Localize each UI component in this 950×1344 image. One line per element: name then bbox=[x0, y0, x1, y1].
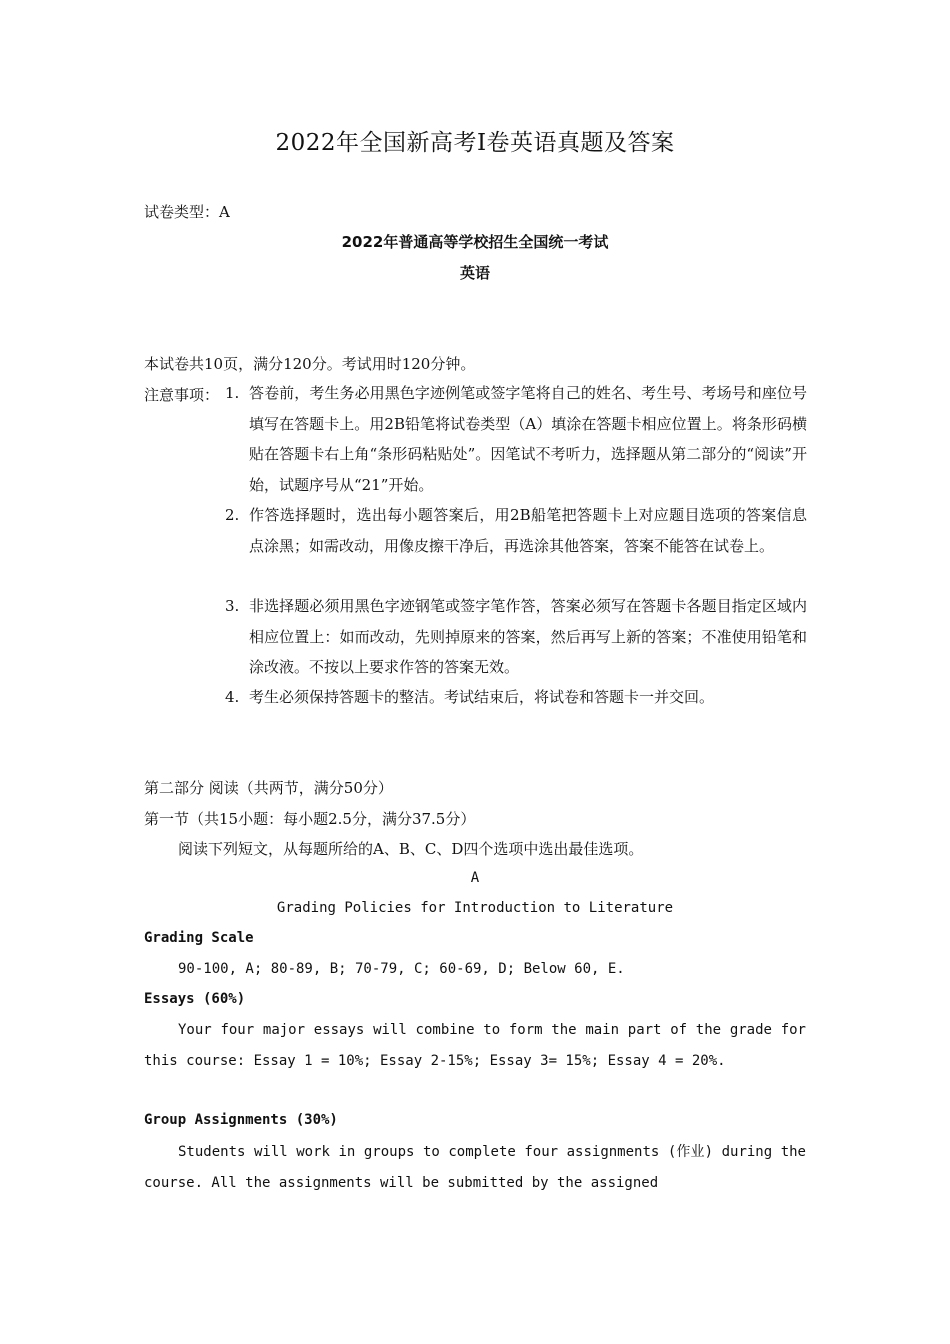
note-number: 3. bbox=[225, 597, 240, 615]
note-text: 答卷前，考生务必用黑色字迹例笔或签字笔将自己的姓名、考生号、考场号和座位号填写在答题卡上。用2B铅笔将试卷类型（A）填涂在答题卡相应位置上。将条形码横贴在答题卡右上角“条形码粘贴处”。因笔试不考听力，选择题从第二部分的“阅读”开始，试题序号从“21”开始。 bbox=[249, 384, 807, 494]
note-number: 2. bbox=[225, 506, 240, 524]
note-item bbox=[225, 500, 807, 592]
passage-label: A bbox=[470, 870, 480, 886]
essays-paragraph: Your four major essays will combine to form the main part of the grade for this course: Essay 1 = 10%; Essay 2-15%; Essay 3= 15%; Essay 4 = 20%. bbox=[144, 1022, 806, 1069]
grading-scale-heading: Grading Scale bbox=[144, 930, 254, 946]
exam-name: 2022年普通高等学校招生全国统一考试 bbox=[341, 233, 609, 251]
paper-type: 试卷类型：A bbox=[144, 203, 230, 221]
note-number: 4. bbox=[225, 688, 240, 706]
note-text: 非选择题必须用黑色字迹钢笔或签字笔作答，答案必须写在答题卡各题目指定区域内相应位置上：如而改动，先则掉原来的答案，然后再写上新的答案；不准使用铅笔和涂改液。不按以上要求作答的答案无效。 bbox=[249, 597, 807, 676]
note-item bbox=[225, 682, 807, 713]
note-item bbox=[225, 591, 807, 683]
note-item bbox=[225, 378, 807, 500]
group-assignments-paragraph: Students will work in groups to complete four assignments (作业) during the course. All the assignments will be submitted by the assigned bbox=[144, 1144, 806, 1191]
notes-label: 注意事项： bbox=[144, 386, 220, 404]
reading-instruction: 阅读下列短文，从每题所给的A、B、C、D四个选项中选出最佳选项。 bbox=[178, 840, 644, 858]
group-assignments-heading: Group Assignments (30%) bbox=[144, 1112, 338, 1128]
note-text: 作答选择题时，选出每小题答案后，用2B船笔把答题卡上对应题目选项的答案信息点涂黑；如需改动，用像皮擦干净后，再选涂其他答案，答案不能答在试卷上。 bbox=[249, 506, 807, 555]
paper-intro: 本试卷共10页，满分120分。考试用时120分钟。 bbox=[144, 355, 476, 373]
subject-title: 英语 bbox=[459, 264, 490, 282]
note-number: 1. bbox=[225, 384, 240, 402]
section1-heading: 第一节（共15小题：每小题2.5分，满分37.5分） bbox=[144, 810, 476, 828]
grading-scale-text: 90-100, A; 80-89, B; 70-79, C; 60-69, D; Below 60, E. bbox=[178, 961, 625, 977]
part2-heading: 第二部分 阅读（共两节，满分50分） bbox=[144, 779, 393, 797]
essays-heading: Essays (60%) bbox=[144, 991, 246, 1007]
note-text: 考生必须保持答题卡的整洁。考试结束后，将试卷和答题卡一并交回。 bbox=[249, 688, 715, 706]
document-title: 2022年全国新高考Ⅰ卷英语真题及答案 bbox=[275, 130, 675, 156]
passage-title: Grading Policies for Introduction to Literature bbox=[276, 900, 674, 916]
